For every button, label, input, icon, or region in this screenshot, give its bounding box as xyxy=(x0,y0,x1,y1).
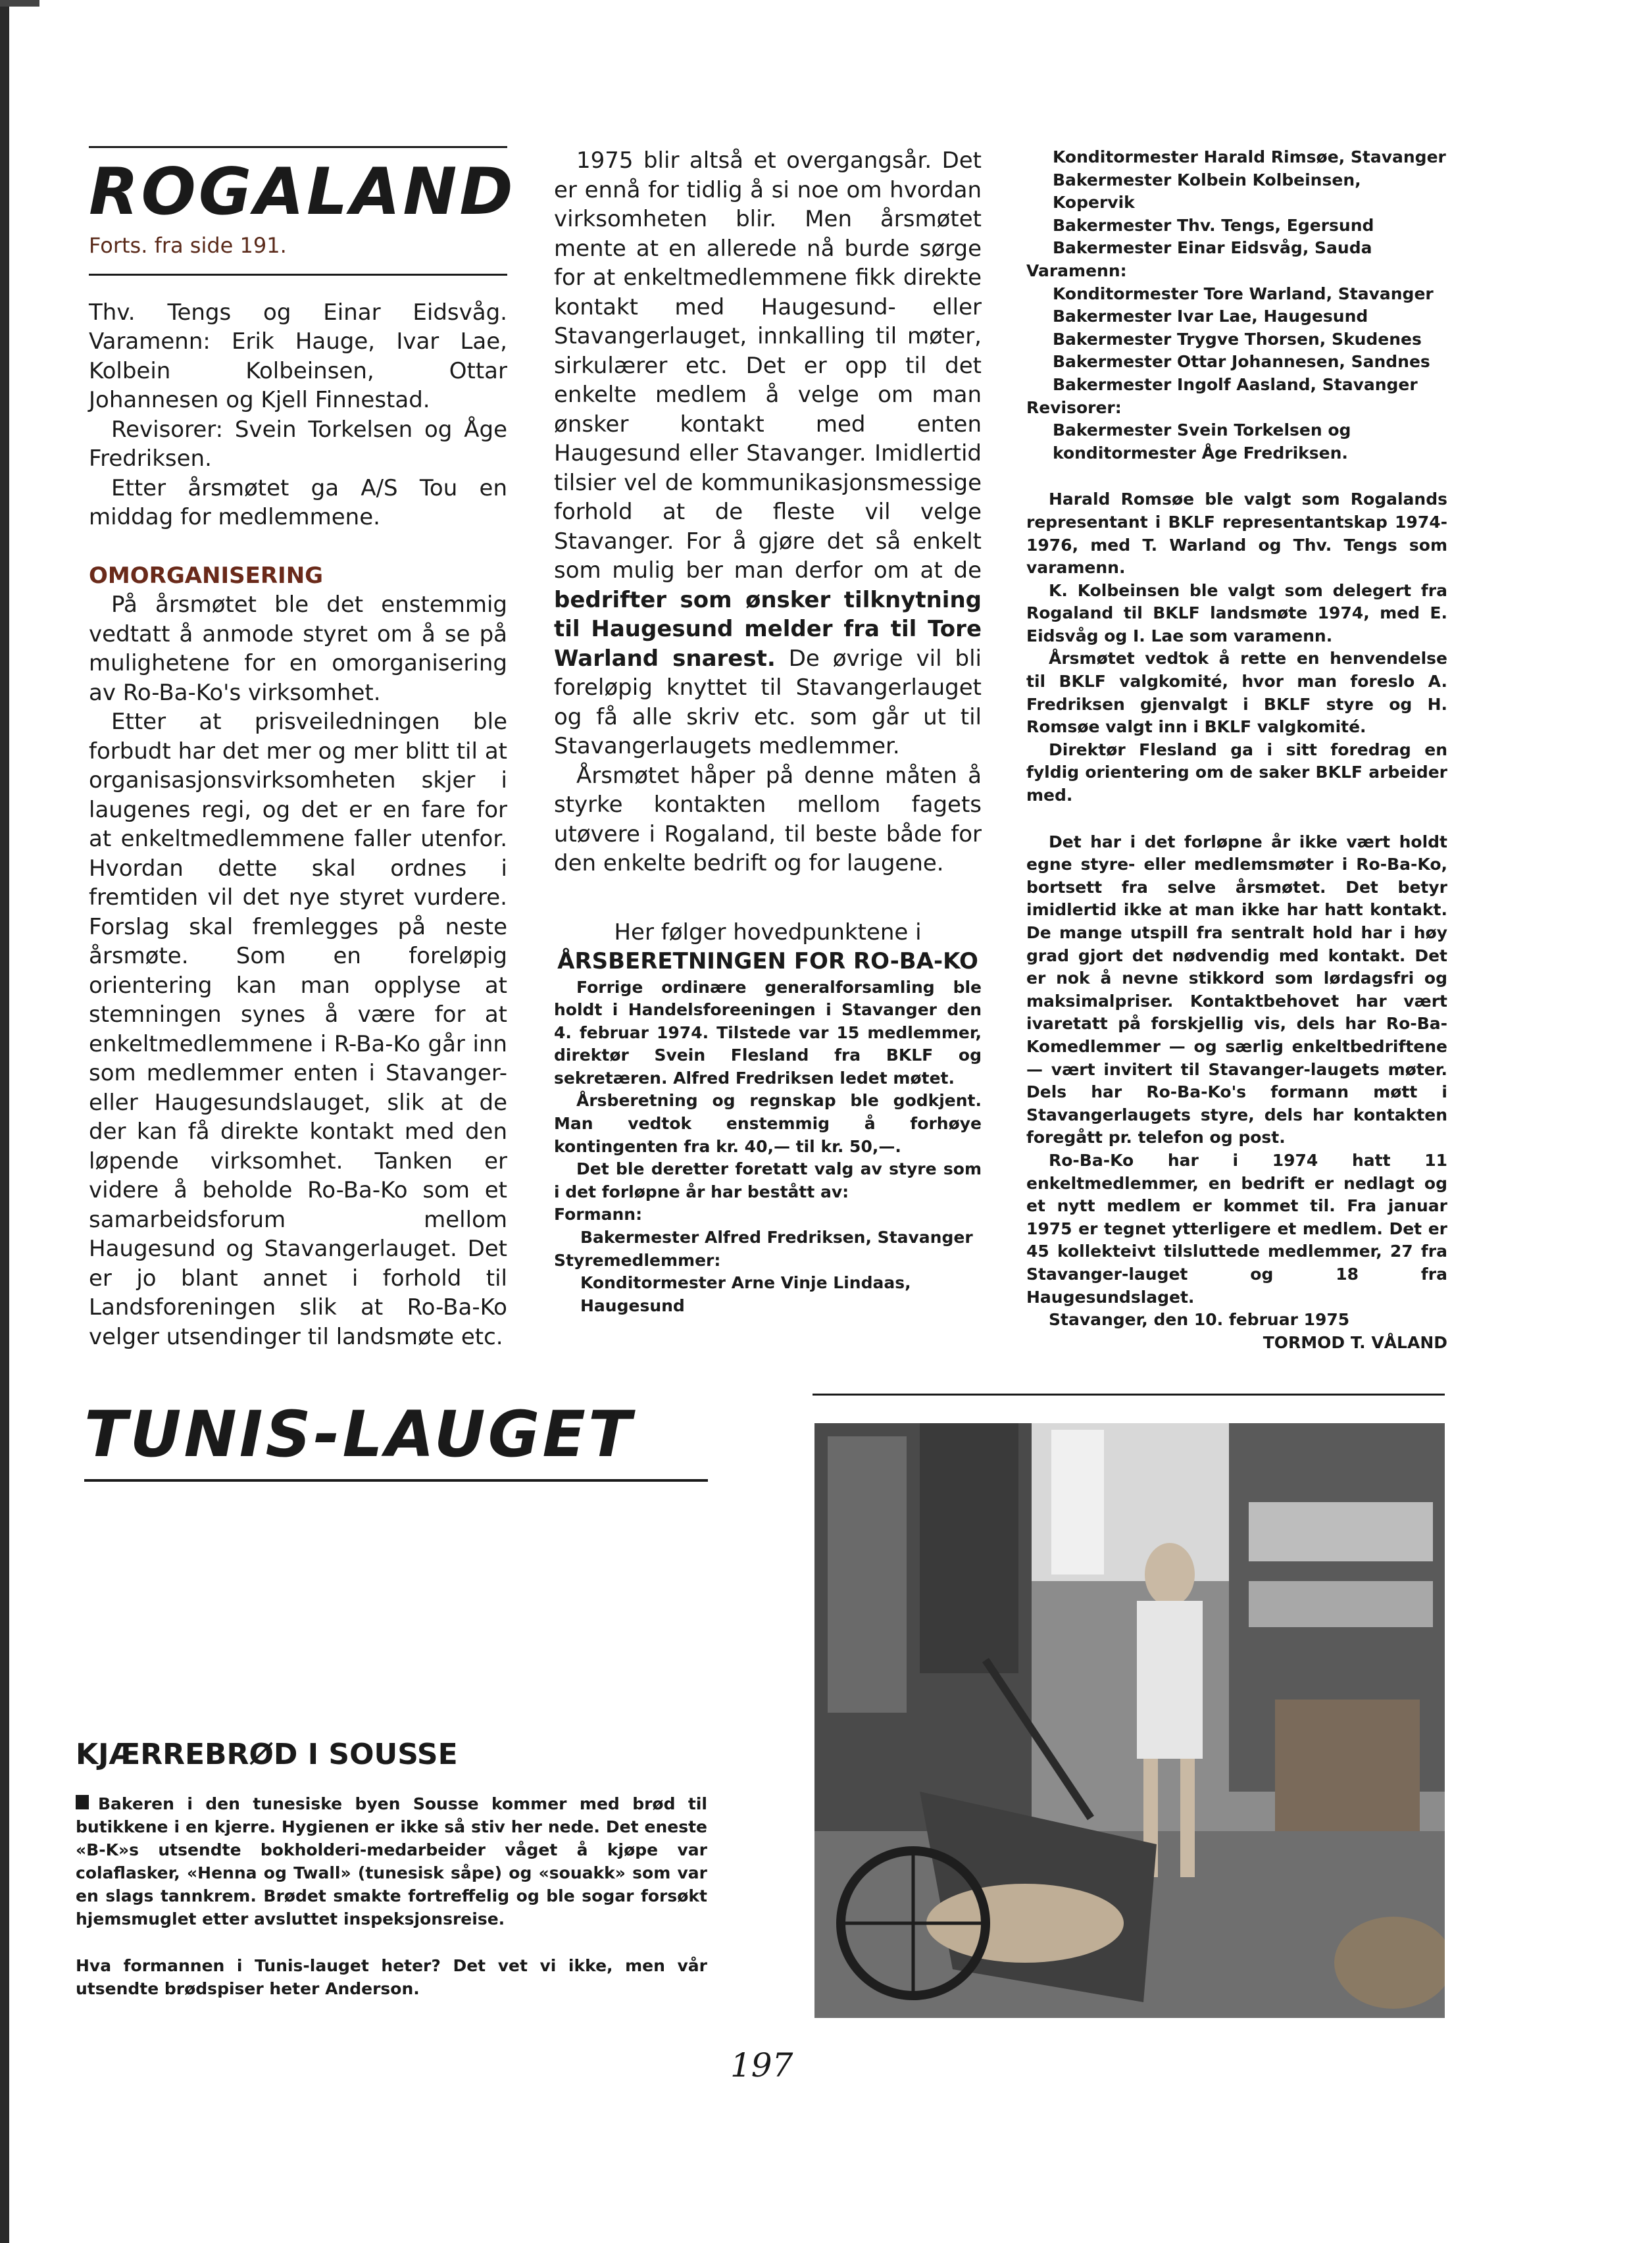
paragraph: Revisorer: Svein Torkelsen og Åge Fredriksen. xyxy=(89,416,507,472)
paragraph: Det ble deretter foretatt valg av styre som i det forløpne år har bestått av: xyxy=(554,1159,982,1201)
paragraph: Etter årsmøtet ga A/S Tou en middag for medlemmene. xyxy=(89,474,507,530)
paragraph: Årsberetning og regnskap ble godkjent. Man vedtok enstemmig å forhøye kontingenten fra kr. 40,— til kr. 50,—. xyxy=(554,1091,982,1156)
paragraph: Årsmøtet håper på denne måten å styrke kontakten mellom fagets utøvere i Rogaland, til beste både for den enkelte bedrift og for laugene. xyxy=(554,762,982,876)
paragraph: Forrige ordinære generalforsamling ble holdt i Handelsforeeningen i Stavanger den 4. februar 1974. Tilstede var 15 medlemmer, direktør Svein Flesland fra BKLF og sekretæren. Alfred Fredriksen ledet møtet. xyxy=(554,977,982,1088)
text: 1975 blir altså et overgangsår. Det er ennå for tidlig å si noe om hvordan virksomheten blir. Men årsmøtet mente at en allerede nå burde sørge for at enkeltmedlemmene fikk direkte kontakt med Haugesund- eller Stavangerlauget, innkalling til møter, sirkulærer etc. Det er opp til det enkelte medlem å velge om man ønsker kontakt med enten Haugesund eller Stavanger. Imidlertid tilsier vel de kommunikasjonsmessige forhold at de fleste vil velge Stavanger. For å gjøre det så enkelt som mulig ber man derfor om at de xyxy=(554,147,982,584)
bold-text: bedrifter som ønsker tilknytning til Haugesund melder fra til Tore Warland snarest. xyxy=(554,586,982,672)
styre-member: Bakermester Thv. Tengs, Egersund xyxy=(1053,215,1374,235)
dateline: Stavanger, den 10. februar 1975 xyxy=(1049,1310,1350,1330)
column-1 xyxy=(89,146,516,1351)
tunis-title: TUNIS-LAUGET xyxy=(84,1398,634,1471)
report-intro: Her følger hovedpunktene i xyxy=(614,919,922,945)
formann: Bakermester Alfred Fredriksen, Stavanger xyxy=(580,1228,973,1248)
paragraph xyxy=(554,146,982,761)
omorganisering-heading: OMORGANISERING xyxy=(89,562,324,589)
rev-members: Bakermester Svein Torkelsen og konditormester Åge Fredriksen. xyxy=(1053,420,1351,463)
report-heading: ÅRSBERETNINGEN FOR RO-BA-KO xyxy=(557,948,978,974)
paragraph: Det har i det forløpne år ikke vært holdt egne styre- eller medlemsmøter i Ro-Ba-Ko, bortsett fra selve årsmøtet. Det betyr imidlertid ikke at man ikke har hatt kontakt. De mange utspill fra sentralt hold har i høy grad gjort det nødvendig med kontakt. Det er nok å nevne stikkord som lørdagsfri og maksimalpriser. Kontaktbehovet har vært ivaretatt på forskjellig vis, dels har Ro-Ba-Komedlemmer — og særlig enkeltbedriftene — vært invitert til Stavanger-laugets møter. Dels har Ro-Ba-Ko's formann møtt i Stavangerlaugets styre, dels har kontakten foregått pr. telefon og post. xyxy=(1026,832,1447,1147)
title-rule-bottom xyxy=(89,274,507,276)
section-rule xyxy=(813,1394,1445,1396)
paragraph: På årsmøtet ble det enstemmig vedtatt å anmode styret om å se på mulighetene for en omorganisering av Ro-Ba-Ko's virksomhet. xyxy=(89,592,507,706)
scan-edge xyxy=(0,0,9,2243)
bullet-square-icon xyxy=(76,1795,89,1809)
continued-note: Forts. fra side 191. xyxy=(89,233,287,258)
styre-member: Bakermester Kolbein Kolbeinsen, Kopervik xyxy=(1053,170,1361,213)
paragraph: Ro-Ba-Ko har i 1974 hatt 11 enkeltmedlemmer, en bedrift er nedlagt og et nytt medlem er kommet til. Fra januar 1975 er tegnet ytterligere et medlem. Det er 45 kollekteivt tilsluttede medlemmer, 27 fra Stavanger-lauget og 18 fra Haugesundslaget. xyxy=(1026,1150,1447,1307)
title-rule-top xyxy=(89,146,507,148)
vara-member: Bakermester Ottar Johannesen, Sandnes xyxy=(1053,352,1430,372)
bread-cart-photo xyxy=(814,1423,1445,2018)
photo-svg xyxy=(814,1423,1445,2018)
column-2 xyxy=(554,146,982,1317)
styre-member: Konditormester Harald Rimsøe, Stavanger xyxy=(1053,147,1446,166)
paragraph: Thv. Tengs og Einar Eidsvåg. Varamenn: Erik Hauge, Ivar Lae, Kolbein Kolbeinsen, Ottar Johannesen og Kjell Finnestad. xyxy=(89,299,507,413)
text: De øvrige vil bli foreløpig knyttet til Stavangerlauget og få alle skriv etc. som går ut til Stavangerlaugets medlemmer. xyxy=(554,645,982,759)
paragraph: Direktør Flesland ga i sitt foredrag en fyldig orientering om de saker BKLF arbeider med. xyxy=(1026,740,1447,805)
styre-label: Styremedlemmer: xyxy=(554,1250,721,1270)
tunis-body xyxy=(76,1792,707,1930)
paragraph: Årsmøtet vedtok å rette en henvendelse til BKLF valgkomité, hvor man foreslo A. Fredriksen gjenvalgt i BKLF styre og H. Romsøe valgt inn i BKLF valgkomité. xyxy=(1026,649,1447,737)
vara-member: Konditormester Tore Warland, Stavanger xyxy=(1053,284,1434,303)
signature: TORMOD T. VÅLAND xyxy=(1263,1332,1447,1352)
tunis-title-rule xyxy=(84,1479,708,1482)
tunis-subheading: KJÆRREBRØD I SOUSSE xyxy=(76,1738,458,1771)
vara-label: Varamenn: xyxy=(1026,261,1127,280)
rogaland-title: ROGALAND xyxy=(89,155,516,230)
tunis-article xyxy=(76,1737,707,2000)
vara-member: Bakermester Ivar Lae, Haugesund xyxy=(1053,307,1368,326)
formann-label: Formann: xyxy=(554,1205,643,1224)
paragraph: Harald Romsøe ble valgt som Rogalands representant i BKLF representantskap 1974-1976, med T. Warland og Thv. Tengs som varamenn. xyxy=(1026,490,1447,578)
scan-corner xyxy=(0,0,39,7)
rev-label: Revisorer: xyxy=(1026,397,1122,417)
vara-member: Bakermester Ingolf Aasland, Stavanger xyxy=(1053,374,1418,394)
paragraph: K. Kolbeinsen ble valgt som delegert fra Rogaland til BKLF landsmøte 1974, med E. Eidsvåg og I. Lae som varamenn. xyxy=(1026,580,1447,645)
column-3 xyxy=(1026,146,1447,1354)
text: Bakeren i den tunesiske byen Sousse kommer med brød til butikkene i en kjerre. Hygienen er ikke så stiv her nede. Det eneste «B-K»s utsendte bokholderi-medarbeider våget å kjøpe var colaflasker, «Henna og Twall» (tunesisk såpe) og «souakk» som var en slags tannkrem. Brødet smakte fortreffelig og ble sogar forsøkt hjemsmuglet etter avsluttet inspeksjonsreise. xyxy=(76,1794,707,1928)
paragraph: Etter at prisveiledningen ble forbudt har det mer og mer blitt til at organisasjonsvirksomheten skjer i laugenes regi, og det er en fare for at enkeltmedlemmene faller utenfor. Hvordan dette skal ordnes i fremtiden vil det nye styret vurdere. Forslag skal fremlegges på neste årsmøte. Som en foreløpig orientering kan man opplyse at stemningen synes å være for at enkeltmedlemmene i R-Ba-Ko går inn som medlemmer enten i Stavanger- eller Haugesundslauget, slik at de der kan få direkte kontakt med den løpende virksomhet. Tanken er videre å beholde Ro-Ba-Ko som et samarbeidsforum mellom Haugesund og Stavangerlauget. Det er jo blant annet i forhold til Landsforeningen slik at Ro-Ba-Ko velger utsendinger til landsmøte etc. xyxy=(89,709,507,1350)
tunis-footnote: Hva formannen i Tunis-lauget heter? Det vet vi ikke, men vår utsendte brødspiser heter Anderson. xyxy=(76,1956,707,1998)
styre-member: Bakermester Einar Eidsvåg, Sauda xyxy=(1053,238,1372,258)
vara-member: Bakermester Trygve Thorsen, Skudenes xyxy=(1053,329,1422,349)
styre-member: Konditormester Arne Vinje Lindaas, Haugesund xyxy=(580,1273,911,1315)
page-number: 197 xyxy=(730,2046,793,2084)
